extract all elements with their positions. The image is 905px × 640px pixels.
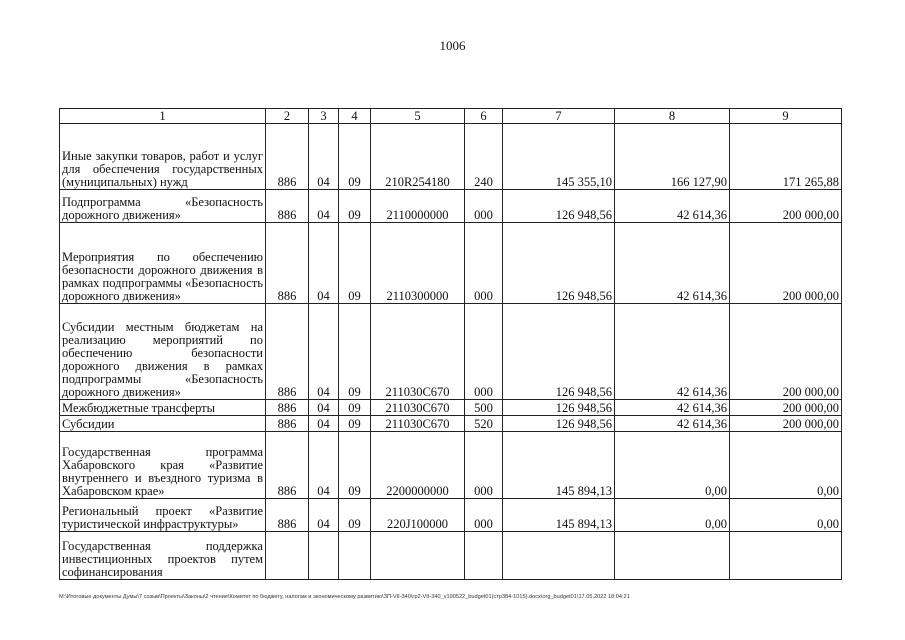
cell-section: 04 bbox=[309, 400, 339, 416]
cell-subsection: 09 bbox=[339, 190, 371, 223]
table-row bbox=[60, 532, 842, 580]
cell-section: 04 bbox=[309, 499, 339, 532]
header-cell: 1 bbox=[60, 109, 266, 124]
cell-amount-3: 200 000,00 bbox=[730, 304, 842, 400]
cell-subsection bbox=[339, 532, 371, 580]
file-path-footer: M:\Итоговые документы Думы\7 созыв\Проекты\Законы\2 чтение\Комитет по бюджету, налогам и экономическому развитию\ЗП-VII-340\гр2-VII-340_v190522_budget01(стр384-1015).docx\org_budget01\17.05.2022 18:04:21 bbox=[59, 594, 630, 600]
header-cell: 9 bbox=[730, 109, 842, 124]
cell-amount-2: 42 614,36 bbox=[615, 190, 730, 223]
table-row bbox=[60, 416, 842, 432]
header-cell: 5 bbox=[371, 109, 465, 124]
cell-ministry: 886 bbox=[266, 124, 309, 190]
cell-ministry: 886 bbox=[266, 223, 309, 304]
cell-subsection: 09 bbox=[339, 304, 371, 400]
row-name: Государственная поддержка инвестиционных проектов путем софинансирования bbox=[60, 532, 266, 580]
cell-ministry: 886 bbox=[266, 432, 309, 499]
cell-amount-2: 42 614,36 bbox=[615, 416, 730, 432]
table-row bbox=[60, 304, 842, 400]
cell-amount-2: 42 614,36 bbox=[615, 400, 730, 416]
table-row bbox=[60, 499, 842, 532]
cell-amount-3 bbox=[730, 532, 842, 580]
cell-amount-3: 0,00 bbox=[730, 432, 842, 499]
cell-subsection: 09 bbox=[339, 416, 371, 432]
table-row bbox=[60, 190, 842, 223]
cell-section: 04 bbox=[309, 416, 339, 432]
cell-subsection: 09 bbox=[339, 499, 371, 532]
cell-amount-1: 126 948,56 bbox=[503, 416, 615, 432]
cell-target-code: 211030С670 bbox=[371, 304, 465, 400]
cell-amount-1: 145 894,13 bbox=[503, 432, 615, 499]
cell-amount-2: 0,00 bbox=[615, 499, 730, 532]
row-name: Региональный проект «Развитие туристической инфраструктуры» bbox=[60, 499, 266, 532]
cell-amount-1: 126 948,56 bbox=[503, 190, 615, 223]
cell-section: 04 bbox=[309, 304, 339, 400]
table-row bbox=[60, 400, 842, 416]
cell-ministry: 886 bbox=[266, 190, 309, 223]
cell-subsection: 09 bbox=[339, 432, 371, 499]
cell-amount-1: 126 948,56 bbox=[503, 304, 615, 400]
cell-ministry: 886 bbox=[266, 416, 309, 432]
cell-expense-type: 000 bbox=[465, 499, 503, 532]
cell-target-code: 2110000000 bbox=[371, 190, 465, 223]
cell-amount-2 bbox=[615, 532, 730, 580]
cell-target-code: 220J100000 bbox=[371, 499, 465, 532]
cell-ministry: 886 bbox=[266, 499, 309, 532]
budget-table bbox=[59, 108, 842, 580]
row-name: Мероприятия по обеспечению безопасности дорожного движения в рамках подпрограммы «Безопасность дорожного движения» bbox=[60, 223, 266, 304]
cell-amount-1: 126 948,56 bbox=[503, 223, 615, 304]
cell-amount-2: 166 127,90 bbox=[615, 124, 730, 190]
cell-expense-type: 000 bbox=[465, 190, 503, 223]
row-name: Иные закупки товаров, работ и услуг для обеспечения государственных (муниципальных) нужд bbox=[60, 124, 266, 190]
cell-amount-3: 171 265,88 bbox=[730, 124, 842, 190]
cell-subsection: 09 bbox=[339, 400, 371, 416]
cell-section bbox=[309, 532, 339, 580]
cell-expense-type: 500 bbox=[465, 400, 503, 416]
cell-amount-3: 200 000,00 bbox=[730, 416, 842, 432]
cell-amount-2: 42 614,36 bbox=[615, 223, 730, 304]
cell-amount-1: 145 355,10 bbox=[503, 124, 615, 190]
table-row bbox=[60, 124, 842, 190]
cell-target-code: 211030С670 bbox=[371, 416, 465, 432]
cell-amount-3: 200 000,00 bbox=[730, 223, 842, 304]
header-cell: 6 bbox=[465, 109, 503, 124]
header-cell: 8 bbox=[615, 109, 730, 124]
table-row bbox=[60, 432, 842, 499]
table-row bbox=[60, 223, 842, 304]
cell-subsection: 09 bbox=[339, 124, 371, 190]
cell-target-code: 210R254180 bbox=[371, 124, 465, 190]
cell-expense-type: 520 bbox=[465, 416, 503, 432]
cell-expense-type: 000 bbox=[465, 304, 503, 400]
row-name: Межбюджетные трансферты bbox=[60, 400, 266, 416]
cell-expense-type: 240 bbox=[465, 124, 503, 190]
header-cell: 4 bbox=[339, 109, 371, 124]
cell-section: 04 bbox=[309, 432, 339, 499]
row-name: Субсидии местным бюджетам на реализацию мероприятий по обеспечению безопасности дорожного движения в рамках подпрограммы «Безопасность дорожного движения» bbox=[60, 304, 266, 400]
cell-amount-1 bbox=[503, 532, 615, 580]
cell-amount-1: 145 894,13 bbox=[503, 499, 615, 532]
cell-subsection: 09 bbox=[339, 223, 371, 304]
header-cell: 3 bbox=[309, 109, 339, 124]
header-cell: 7 bbox=[503, 109, 615, 124]
cell-expense-type: 000 bbox=[465, 432, 503, 499]
table-header-row bbox=[60, 109, 842, 124]
row-name: Субсидии bbox=[60, 416, 266, 432]
cell-target-code: 211030С670 bbox=[371, 400, 465, 416]
cell-expense-type: 000 bbox=[465, 223, 503, 304]
cell-target-code: 2110300000 bbox=[371, 223, 465, 304]
cell-amount-3: 200 000,00 bbox=[730, 190, 842, 223]
cell-amount-3: 200 000,00 bbox=[730, 400, 842, 416]
cell-amount-1: 126 948,56 bbox=[503, 400, 615, 416]
page-number: 1006 bbox=[439, 38, 466, 53]
cell-ministry: 886 bbox=[266, 400, 309, 416]
cell-target-code: 2200000000 bbox=[371, 432, 465, 499]
cell-ministry bbox=[266, 532, 309, 580]
cell-section: 04 bbox=[309, 223, 339, 304]
cell-amount-2: 0,00 bbox=[615, 432, 730, 499]
cell-amount-3: 0,00 bbox=[730, 499, 842, 532]
cell-amount-2: 42 614,36 bbox=[615, 304, 730, 400]
row-name: Подпрограмма «Безопасность дорожного движения» bbox=[60, 190, 266, 223]
cell-section: 04 bbox=[309, 190, 339, 223]
cell-target-code bbox=[371, 532, 465, 580]
header-cell: 2 bbox=[266, 109, 309, 124]
cell-expense-type bbox=[465, 532, 503, 580]
row-name: Государственная программа Хабаровского края «Развитие внутреннего и въездного туризма в Хабаровском крае» bbox=[60, 432, 266, 499]
cell-section: 04 bbox=[309, 124, 339, 190]
cell-ministry: 886 bbox=[266, 304, 309, 400]
